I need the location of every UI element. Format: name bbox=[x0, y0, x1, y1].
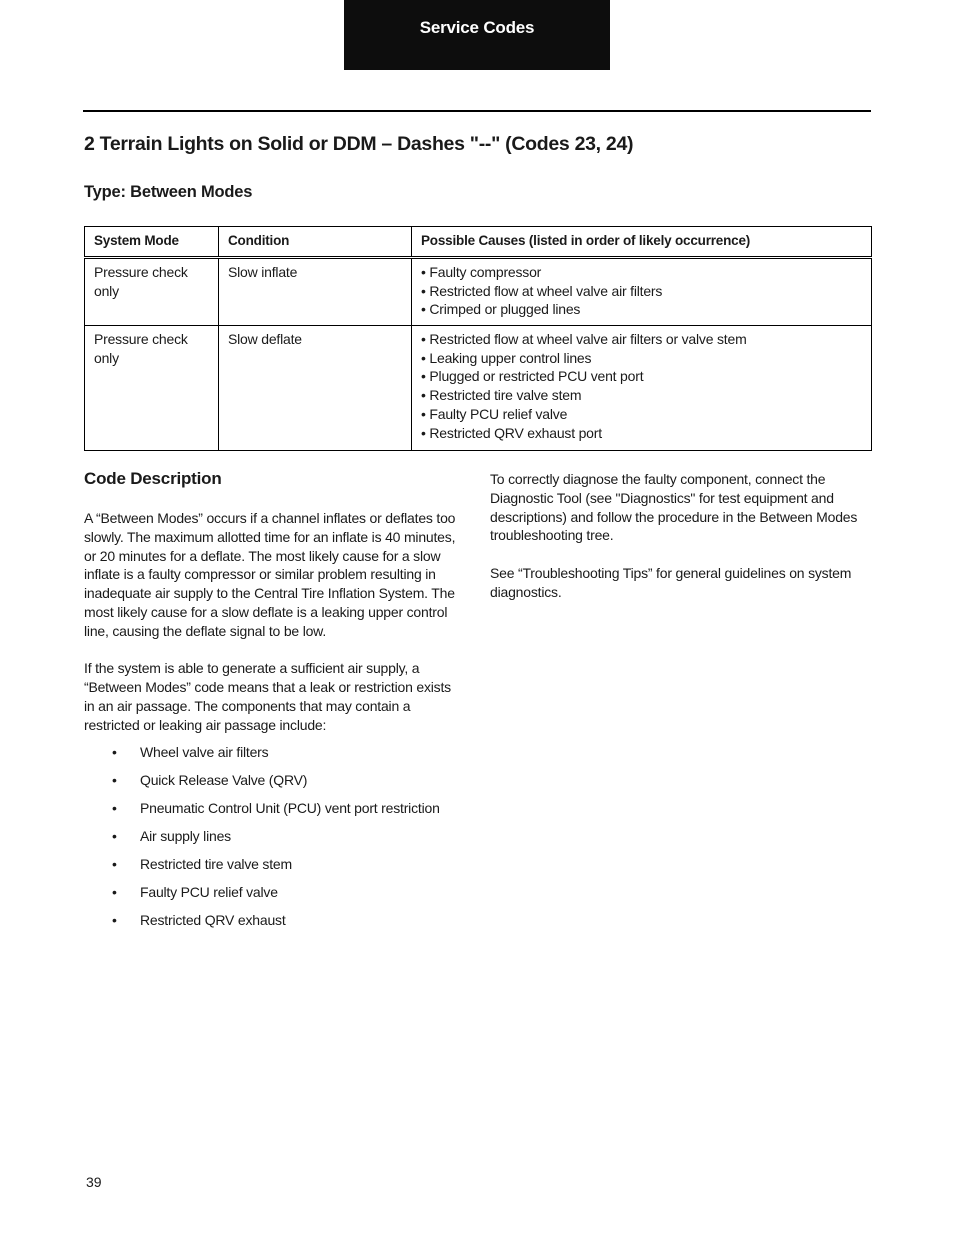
list-item bbox=[84, 911, 462, 939]
cause-item: • Restricted tire valve stem bbox=[421, 387, 582, 404]
bullet-icon: • bbox=[112, 911, 117, 928]
column-header-condition: Condition bbox=[219, 227, 412, 258]
description-paragraph: If the system is able to generate a sufficient air supply, a “Between Modes” code means that a leak or restriction exists in an air passage. The components that may contain a restricted or leaking air passage include: bbox=[84, 660, 451, 733]
list-item-label: Faulty PCU relief valve bbox=[140, 883, 278, 900]
code-description-left-column bbox=[84, 467, 462, 939]
section-tab-label: Service Codes bbox=[419, 18, 535, 37]
list-item-label: Wheel valve air filters bbox=[140, 743, 269, 760]
diagnostic-instructions-paragraph: To correctly diagnose the faulty component, connect the Diagnostic Tool (see "Diagnostics" for test equipment and descriptions) and follow the procedure in the Between Modes troubleshooting tree. bbox=[490, 471, 858, 544]
list-item bbox=[84, 827, 462, 855]
cause-item: • Plugged or restricted PCU vent port bbox=[421, 368, 644, 385]
header-rule bbox=[83, 110, 871, 112]
bullet-icon: • bbox=[112, 827, 117, 844]
bullet-icon: • bbox=[112, 771, 117, 788]
section-tab bbox=[344, 0, 610, 70]
list-item bbox=[84, 799, 462, 827]
list-item-label: Restricted QRV exhaust bbox=[140, 911, 286, 928]
type-heading: Type: Between Modes bbox=[84, 183, 253, 201]
condition-cell: Slow inflate bbox=[219, 257, 412, 325]
page-title: 2 Terrain Lights on Solid or DDM – Dashes "--" (Codes 23, 24) bbox=[84, 133, 634, 155]
list-item bbox=[84, 743, 462, 771]
column-header-possible-causes: Possible Causes (listed in order of likely occurrence) bbox=[412, 227, 872, 258]
cause-item: • Restricted flow at wheel valve air filters or valve stem bbox=[421, 330, 747, 347]
code-description-right-column bbox=[490, 470, 872, 620]
troubleshooting-tips-paragraph: See “Troubleshooting Tips” for general guidelines on system diagnostics. bbox=[490, 564, 852, 600]
bullet-icon: • bbox=[112, 799, 117, 816]
bullet-icon: • bbox=[112, 883, 117, 900]
bullet-icon: • bbox=[112, 743, 117, 760]
condition-cell: Slow deflate bbox=[219, 325, 412, 450]
table-header-row bbox=[85, 227, 872, 258]
system-mode-cell: Pressure check only bbox=[85, 325, 219, 450]
code-description-heading: Code Description bbox=[84, 469, 222, 488]
list-item-label: Restricted tire valve stem bbox=[140, 855, 292, 872]
description-paragraph: A “Between Modes” occurs if a channel inflates or deflates too slowly. The maximum allotted time for an inflate is 40 minutes, or 20 minutes for a deflate. The most likely cause for a slow inflate is a faulty compressor or similar problem resulting in inadequate air supply to the Central Tire Inflation System. The most likely cause for a slow deflate is a leaking upper control line, causing the deflate signal to be low. bbox=[84, 510, 456, 639]
cause-item: • Faulty compressor bbox=[421, 263, 542, 280]
cause-item: • Restricted QRV exhaust port bbox=[421, 424, 602, 441]
system-mode-cell: Pressure check only bbox=[85, 257, 219, 325]
page-number: 39 bbox=[86, 1174, 102, 1190]
list-item-label: Quick Release Valve (QRV) bbox=[140, 771, 308, 788]
cause-item: • Restricted flow at wheel valve air filters bbox=[421, 282, 663, 299]
bullet-icon: • bbox=[112, 855, 117, 872]
cause-item: • Faulty PCU relief valve bbox=[421, 405, 568, 422]
possible-causes-cell bbox=[412, 257, 872, 325]
cause-item: • Crimped or plugged lines bbox=[421, 301, 581, 318]
column-header-system-mode: System Mode bbox=[85, 227, 219, 258]
table-row bbox=[85, 257, 872, 325]
list-item bbox=[84, 855, 462, 883]
list-item-label: Air supply lines bbox=[140, 827, 231, 844]
table-row bbox=[85, 325, 872, 450]
service-code-table bbox=[84, 226, 872, 451]
component-list bbox=[84, 743, 462, 939]
list-item-label: Pneumatic Control Unit (PCU) vent port restriction bbox=[140, 799, 440, 816]
list-item bbox=[84, 771, 462, 799]
cause-item: • Leaking upper control lines bbox=[421, 349, 592, 366]
possible-causes-cell bbox=[412, 325, 872, 450]
list-item bbox=[84, 883, 462, 911]
